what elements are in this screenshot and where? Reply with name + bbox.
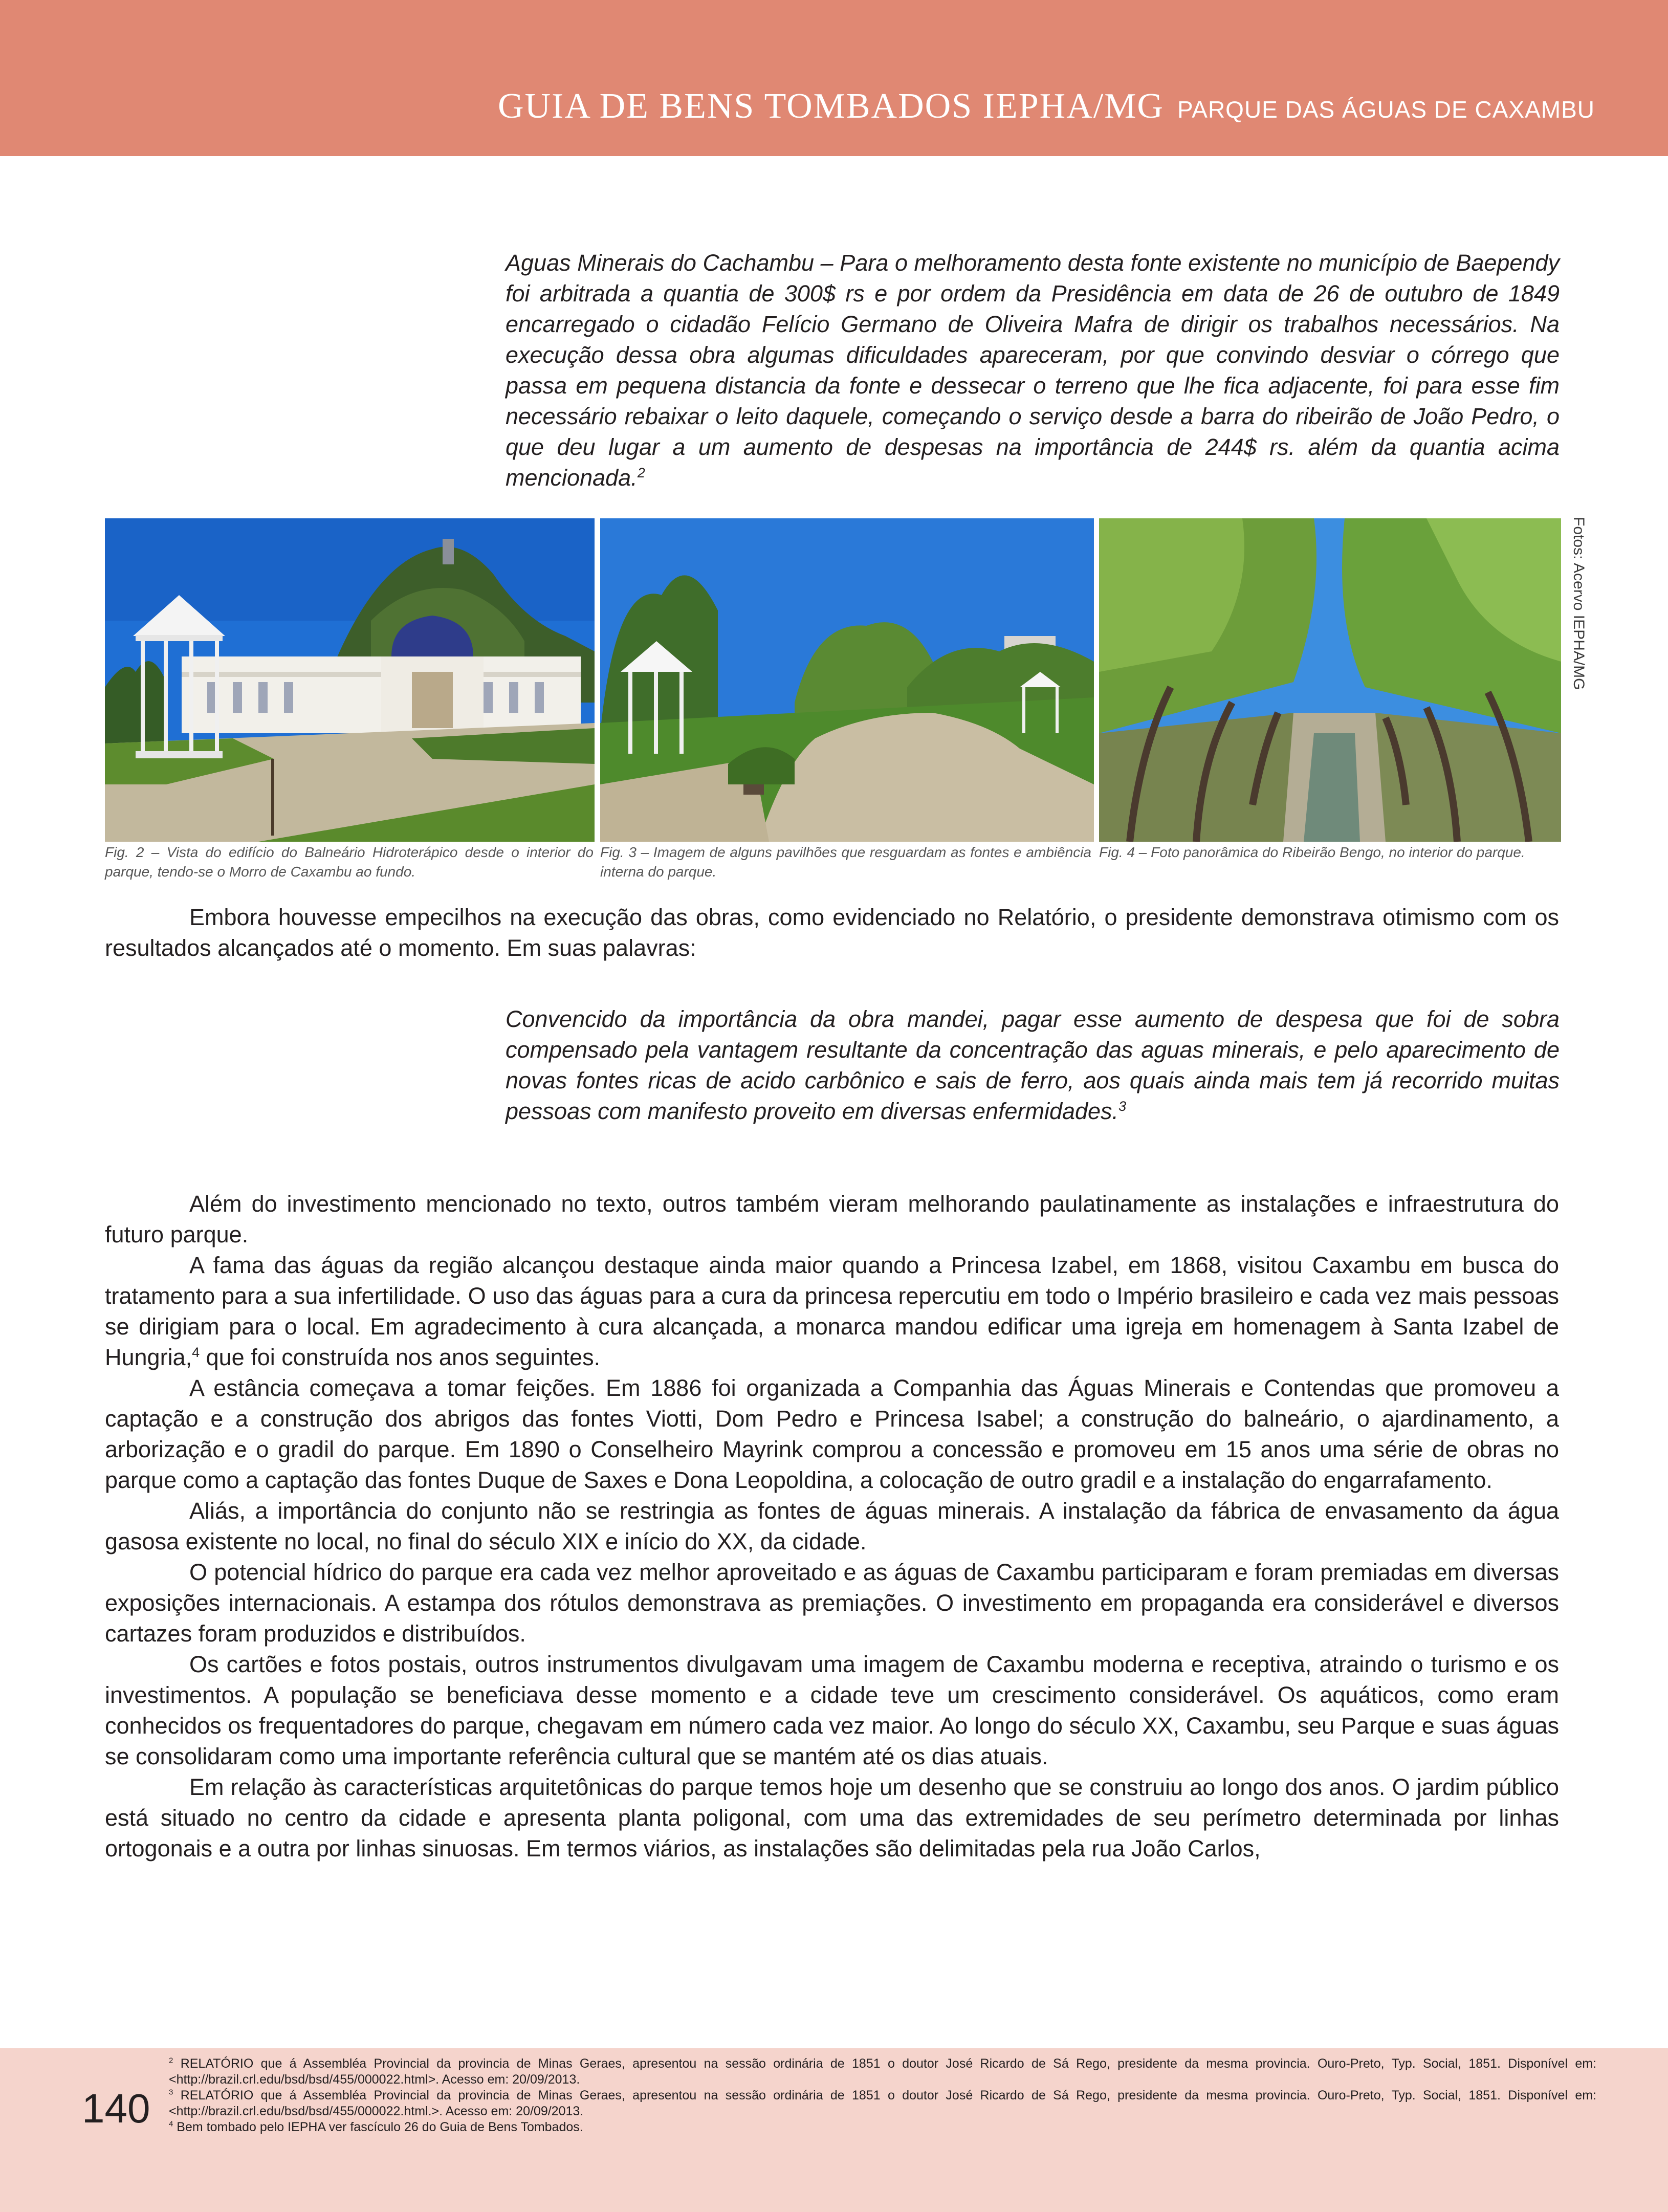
footnote-text: Bem tombado pelo IEPHA ver fascículo 26 do Guia de Bens Tombados.: [177, 2120, 583, 2134]
photo-credit-text: Fotos: Acervo IEPHA/MG: [1570, 517, 1587, 690]
footnote-4: [169, 2119, 1596, 2135]
running-header: [498, 86, 1595, 127]
figure-2-photo: [105, 518, 595, 842]
paragraph: Além do investimento mencionado no texto, outros também vieram melhorando paulatinamente as instalações e infraestrutura do futuro parque.: [105, 1191, 1559, 1247]
photo-credit: [1561, 517, 1596, 690]
paragraph: Em relação às características arquitetônicas do parque temos hoje um desenho que se construiu ao longo dos anos. O jardim público está situado no centro da cidade e apresenta planta poligonal, com uma das extremidades de seu perímetro determinada por linhas ortogonais e a outra por linhas sinuosas. Em termos viários, as instalações são delimitadas pela rua João Carlos,: [105, 1774, 1559, 1861]
paragraph: A estância começava a tomar feições. Em 1886 foi organizada a Companhia das Águas Minerais e Contendas que promoveu a captação e a construção dos abrigos das fontes Viotti, Dom Pedro e Princesa Isabel; a construção do balneário, o ajardinamento, a arborização e o gradil do parque. Em 1890 o Conselheiro Mayrink comprou a concessão e promoveu em 15 anos uma série de obras no parque como a captação das fontes Duque de Saxes e Dona Leopoldina, a colocação de outro gradil e a instalação do engarrafamento.: [105, 1375, 1559, 1493]
paragraph-text: que foi construída nos anos seguintes.: [200, 1344, 601, 1370]
paragraph-text: A fama das águas da região alcançou destaque ainda maior quando a Princesa Izabel, em 1868, visitou Caxambu em busca do tratamento para a sua infertilidade. O uso das águas para a cura da princesa repercutiu em todo o Império brasileiro e cada vez mais pessoas se dirigiam para o local. Em agradecimento à cura alcançada, a monarca mandou edificar uma igreja em homenagem à Santa Izabel de Hungria,: [105, 1252, 1559, 1370]
block-quote-2: [506, 1004, 1560, 1127]
footnotes: [169, 2056, 1596, 2135]
footnote-number: 4: [169, 2119, 173, 2129]
paragraph: [105, 1250, 1559, 1373]
footnote-3: [169, 2088, 1596, 2119]
header-bar: [0, 0, 1668, 156]
footnote-number: 2: [169, 2056, 173, 2065]
footnote-ref-3: 3: [1118, 1099, 1127, 1114]
footnote-text: RELATÓRIO que á Assembléa Provincial da provincia de Minas Geraes, apresentou na sessão ordinária de 1851 o doutor José Ricardo de Sá Rego, presidente da mesma provincia. Ouro-Preto, Typ. Social, 1851. Disponível em: <http://brazil.crl.edu/bsd/bsd/455/000022.html.>. Acesso em: 20/09/2013.: [169, 2088, 1596, 2118]
paragraph: Os cartões e fotos postais, outros instrumentos divulgavam uma imagem de Caxambu moderna e receptiva, atraindo o turismo e os investimentos. A população se beneficiava desse momento e a cidade teve um crescimento considerável. Os aquáticos, como eram conhecidos os frequentadores do parque, chegavam em número cada vez maior. Ao longo do século XX, Caxambu, seu Parque e suas águas se consolidaram como uma importante referência cultural que se mantém até os dias atuais.: [105, 1651, 1559, 1769]
block-quote-1: [506, 248, 1560, 493]
quote-2-text: Convencido da importância da obra mandei, pagar esse aumento de despesa que foi de sobra compensado pela vantagem resultante da concentração das aguas minerais, e pelo aparecimento de novas fontes ricas de acido carbônico e sais de ferro, aos quais ainda mais tem já recorrido muitas pessoas com manifesto proveito em diversas enfermidades.: [506, 1006, 1560, 1124]
footnote-text: RELATÓRIO que á Assembléa Provincial da provincia de Minas Geraes, apresentou na sessão ordinária de 1851 o doutor José Ricardo de Sá Rego, presidente da mesma provincia. Ouro-Preto, Typ. Social, 1851. Disponível em: <http://brazil.crl.edu/bsd/bsd/455/000022.html>. Acesso em: 20/09/2013.: [169, 2056, 1596, 2087]
paragraph: O potencial hídrico do parque era cada vez melhor aproveitado e as águas de Caxambu participaram e foram premiadas em diversas exposições internacionais. A estampa dos rótulos demonstrava as premiações. O investimento em propaganda era considerável e diversos cartazes foram produzidos e distribuídos.: [105, 1559, 1559, 1647]
figure-3-caption: Fig. 3 – Imagem de alguns pavilhões que resguardam as fontes e ambiência interna do parque.: [600, 844, 1091, 880]
paragraph: Aliás, a importância do conjunto não se restringia as fontes de águas minerais. A instalação da fábrica de envasamento da água gasosa existente no local, no final do século XIX e início do XX, da cidade.: [105, 1498, 1559, 1554]
quote-1-text: Aguas Minerais do Cachambu – Para o melhoramento desta fonte existente no município de Baependy foi arbitrada a quantia de 300$ rs e por ordem da Presidência em data de 26 de outubro de 1849 encarregado o cidadão Felício Germano de Oliveira Mafra de dirigir os trabalhos necessários. Na execução dessa obra algumas dificuldades apareceram, por que convindo desviar o córrego que passa em pequena distancia da fonte e dessecar o terreno que lhe fica adjacente, foi para esse fim necessário rebaixar o leito daquele, começando o serviço desde a barra do ribeirão de João Pedro, o que deu lugar a um aumento de despesas na importância de 244$ rs. além da quantia acima mencionada.: [506, 250, 1560, 491]
section-title: PARQUE DAS ÁGUAS DE CAXAMBU: [1177, 96, 1595, 123]
paragraph: Embora houvesse empecilhos na execução das obras, como evidenciado no Relatório, o presidente demonstrava otimismo com os resultados alcançados até o momento. Em suas palavras:: [105, 904, 1559, 961]
main-text: [105, 1189, 1559, 1864]
figure-4-photo: [1099, 518, 1561, 842]
footnote-number: 3: [169, 2088, 173, 2097]
figure-4-caption: Fig. 4 – Foto panorâmica do Ribeirão Bengo, no interior do parque.: [1099, 844, 1525, 860]
intro-paragraph: [105, 902, 1559, 963]
figure-3-photo: [600, 518, 1094, 842]
publication-title: GUIA DE BENS TOMBADOS IEPHA/MG: [498, 86, 1164, 126]
footnote-ref-4: 4: [192, 1345, 200, 1360]
footnote-2: [169, 2056, 1596, 2088]
footnote-ref-2: 2: [637, 465, 645, 480]
page-number: 140: [82, 2086, 150, 2131]
figure-2-caption: Fig. 2 – Vista do edifício do Balneário Hidroterápico desde o interior do parque, tendo-se o Morro de Caxambu ao fundo.: [105, 844, 594, 880]
